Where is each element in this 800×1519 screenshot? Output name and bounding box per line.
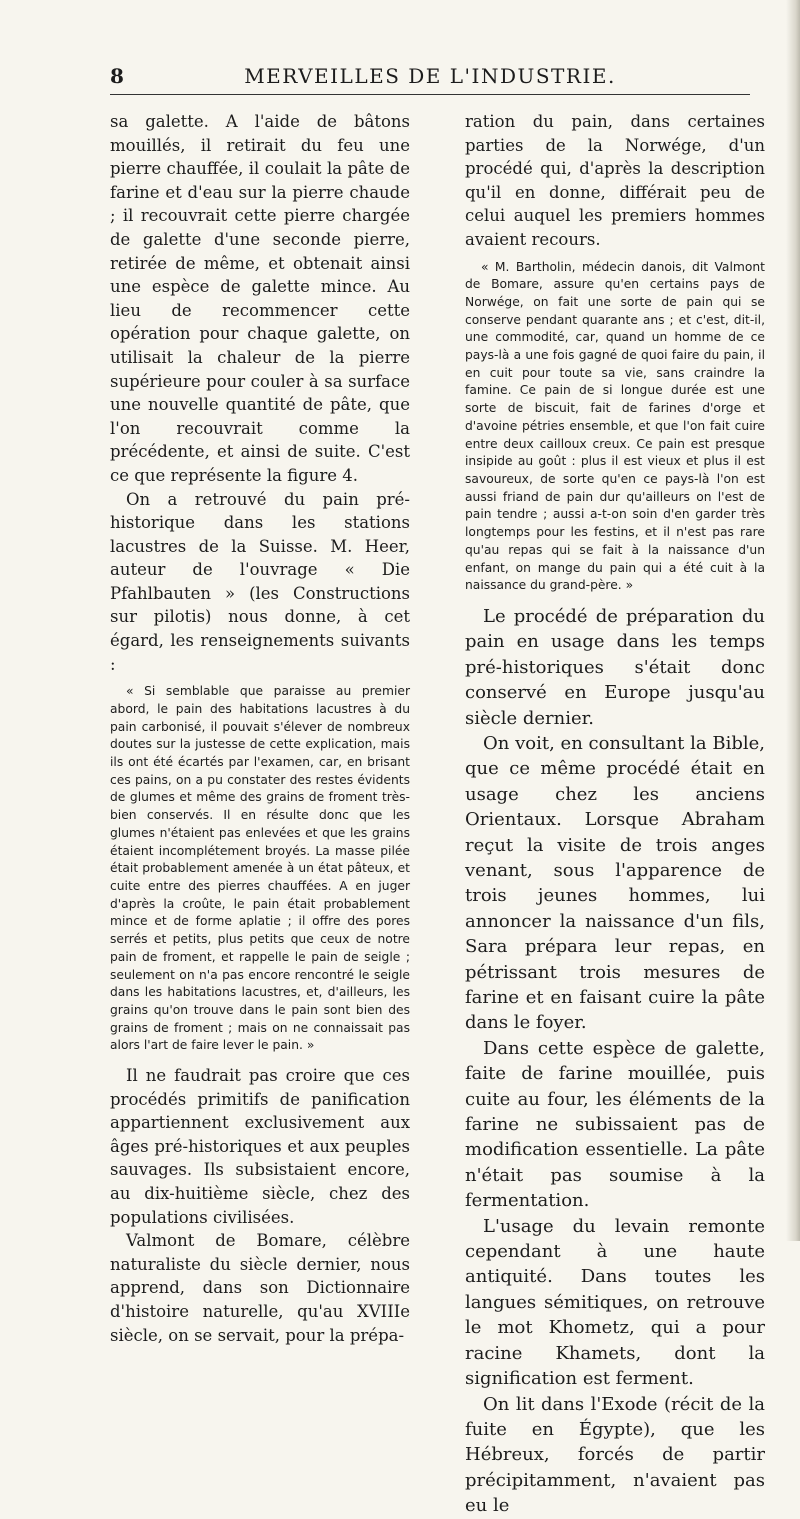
paragraph: L'usage du levain remonte cependant à une haute antiquité. Dans toutes les langues sémitiques, on retrouve le mot Khometz, qui a pour racine Khamets, dont la signification est ferment. [465,1215,765,1390]
block-quote: « Si semblable que paraisse au premier abord, le pain des habitations lacustres à du pain carbonisé, il pouvait s'élever de nombreux doutes sur la justesse de cette explication, mais ils ont été écartés par l'examen, car, en brisant ces pains, on a pu constater des restes évidents de glumes et même des grains de froment très-bien conservés. Il en résulte donc que les glumes n'étaient pas enlevées et que les grains étaient incomplétement broyés. La masse pilée était probablement amenée à un état pâteux, et cuite entre des pierres chauffées. A en juger d'après la croûte, le pain était probablement mince et de forme aplatie ; il offre des pores serrés et petits, plus petits que ceux de notre pain de froment, et rappelle le pain de seigle ; seulement on n'a pas encore rencontré le seigle dans les habitations lacustres, et, d'ailleurs, les grains qu'on trouve dans le pain sont bien des grains de froment ; mais on ne connaissait pas alors l'art de faire lever le pain. » [110,684,410,1053]
paragraph: On lit dans l'Exode (récit de la fuite en Égypte), que les Hébreux, forcés de partir précipitamment, n'avaient pas eu le [465,1393,765,1517]
paragraph: On a retrouvé du pain pré-historique dans les stations lacustres de la Suisse. M. Heer, auteur de l'ouvrage « Die Pfahlbauten » (les Constructions sur pilotis) nous donne, à cet égard, les renseignements suivants : [110,489,410,674]
paragraph: On voit, en consultant la Bible, que ce même procédé était en usage chez les anciens Orientaux. Lorsque Abraham reçut la visite de trois anges venant, sous l'apparence de trois jeunes hommes, lui annoncer la naissance d'un fils, Sara prépara leur repas, en pétrissant trois mesures de farine et en faisant cuire la pâte dans le foyer. [465,732,765,1034]
paragraph: Il ne faudrait pas croire que ces procédés primitifs de panification appartiennent exclusivement aux âges pré-historiques et aux peuples sauvages. Ils subsistaient encore, au dix-huitième siècle, chez des populations civilisées. [110,1066,410,1227]
paragraph: Le procédé de préparation du pain en usage dans les temps pré-historiques s'était donc conservé en Europe jusqu'au siècle dernier. [465,605,765,729]
page-number: 8 [110,64,124,88]
page-edge [786,0,800,1241]
paragraph: sa galette. A l'aide de bâtons mouillés, il retirait du feu une pierre chauffée, il coulait la pâte de farine et d'eau sur la pierre chaude ; il recouvrait cette pierre chargée de galette d'une seconde pierre, retirée de même, et obtenait ainsi une espèce de galette mince. Au lieu de recommencer cette opération pour chaque galette, on utilisait la chaleur de la pierre supérieure pour couler à sa surface une nouvelle quantité de pâte, que l'on recouvrait comme la précédente, et ainsi de suite. C'est ce que représente la figure 4. [110,112,410,485]
header-rule [110,94,750,95]
page-header [110,64,750,94]
paragraph: Valmont de Bomare, célèbre naturaliste du siècle dernier, nous apprend, dans son Dictionnaire d'histoire naturelle, qu'au XVIIIe siècle, on se servait, pour la prépa- [110,1231,410,1345]
running-title: MERVEILLES DE L'INDUSTRIE. [244,64,616,88]
paragraph: ration du pain, dans certaines parties de la Norwége, d'un procédé qui, d'après la description qu'il en donne, différait peu de celui auquel les premiers hommes avaient recours. [465,112,765,249]
right-column [465,110,765,1519]
paragraph: Dans cette espèce de galette, faite de farine mouillée, puis cuite au four, les éléments de la farine ne subissaient pas de modification essentielle. La pâte n'était pas soumise à la fermentation. [465,1037,765,1212]
block-quote: « M. Bartholin, médecin danois, dit Valmont de Bomare, assure qu'en certains pays de Norwége, on fait une sorte de pain qui se conserve pendant quarante ans ; et c'est, dit-il, une commodité, car, quand un homme de ce pays-là a une fois gagné de quoi faire du pain, il en cuit pour toute sa vie, sans craindre la famine. Ce pain de si longue durée est une sorte de biscuit, fait de farines d'orge et d'avoine pétries ensemble, et que l'on fait cuire entre deux cailloux creux. Ce pain est presque insipide au goût : plus il est vieux et plus il est savoureux, de sorte qu'en ce pays-là l'on est aussi friand de pain dur qu'ailleurs on l'est de pain tendre ; aussi a-t-on soin d'en garder très longtemps pour les festins, et il n'est pas rare qu'au repas qui se fait à la naissance d'un enfant, on mange du pain qui a été cuit à la naissance du grand-père. » [465,259,765,593]
left-column [110,110,410,1347]
